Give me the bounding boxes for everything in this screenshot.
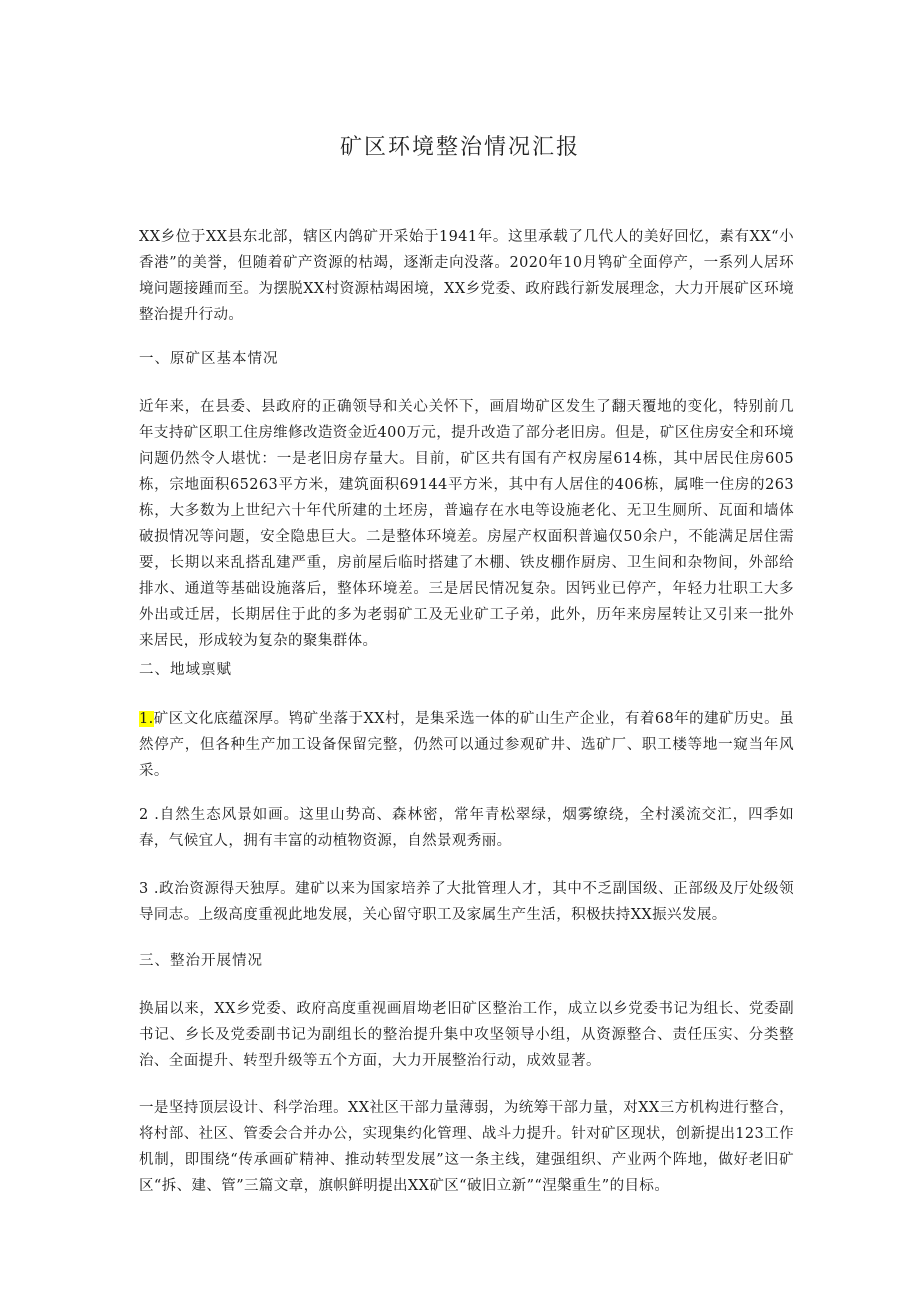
rectification-paragraph-2: 一是坚持顶层设计、科学治理。XX社区干部力量薄弱，为统筹干部力量，对XX三方机构进行整合，将村部、社区、管委会合并办公，实现集约化管理、战斗力提升。针对矿区现状，创新提出123工作机制，即围绕“传承画矿精神、推动转型发展”这一条主线，建强组织、产业两个阵地，做好老旧矿区“拆、建、管”三篇文章，旗帜鲜明提出XX矿区“破旧立新”“涅槃重生”的目标。 [139,1100,794,1194]
endowment-item-1-text: 矿区文化底蕴深厚。鸨矿坐落于XX村，是集采选一体的矿山生产企业，有着68年的建矿历史。虽然停产，但各种生产加工设备保留完整，仍然可以通过参观矿井、选矿厂、职工楼等地一窥当年风采。 [139,711,794,779]
endowment-item-3: 3 .政治资源得天独厚。建矿以来为国家培养了大批管理人才，其中不乏副国级、正部级及厅处级领导同志。上级高度重视此地发展，关心留守职工及家属生产生活，积极扶持XX振兴发展。 [139,881,794,923]
document-title: 矿区环境整治情况汇报 [339,135,580,160]
section-heading-regional-endowment: 二、地域禀赋 [139,662,232,678]
section-heading-basic-situation: 一、原矿区基本情况 [139,351,279,367]
highlighted-list-marker: 1. [139,711,154,727]
rectification-paragraph-1: 换届以来，XX乡党委、政府高度重视画眉坳老旧矿区整治工作，成立以乡党委书记为组长、党委副书记、乡长及党委副书记为副组长的整治提升集中攻坚领导小组，从资源整合、责任压实、分类整治、全面提升、转型升级等五个方面，大力开展整治行动，成效显著。 [139,1001,794,1069]
section-heading-rectification-progress: 三、整治开展情况 [139,953,263,969]
intro-paragraph: XX乡位于XX县东北部，辖区内鸽矿开采始于1941年。这里承载了几代人的美好回忆，素有XX“小香港”的美誉，但随着矿产资源的枯竭，逐渐走向没落。2020年10月鸨矿全面停产，一系列人居环境问题接踵而至。为摆脱XX村资源枯竭困境，XX乡党委、政府践行新发展理念，大力开展矿区环境整治提升行动。 [139,229,794,323]
endowment-item-1 [139,706,794,784]
basic-situation-paragraph: 近年来，在县委、县政府的正确领导和关心关怀下，画眉坳矿区发生了翻天覆地的变化，特别前几年支持矿区职工住房维修改造资金近400万元，提升改造了部分老旧房。但是，矿区住房安全和环境问题仍然令人堪忧：一是老旧房存量大。目前，矿区共有国有产权房屋614栋，其中居民住房605栋，宗地面积65263平方米，建筑面积69144平方米，其中有人居住的406栋，属唯一住房的263栋，大多数为上世纪六十年代所建的土坯房，普遍存在水电等设施老化、无卫生厕所、瓦面和墙体破损情况等问题，安全隐患巨大。二是整体环境差。房屋产权面积普遍仅50余户，不能满足居住需要，长期以来乱搭乱建严重，房前屋后临时搭建了木棚、铁皮棚作厨房、卫生间和杂物间，外部给排水、通道等基础设施落后，整体环境差。三是居民情况复杂。因钙业已停产，年轻力壮职工大多外出或迁居，长期居住于此的多为老弱矿工及无业矿工子弟，此外，历年来房屋转让又引来一批外来居民，形成较为复杂的聚集群体。 [139,399,794,649]
endowment-item-2: 2 .自然生态风景如画。这里山势高、森林密，常年青松翠绿，烟雾缭绕，全村溪流交汇，四季如春，气候宜人，拥有丰富的动植物资源，自然景观秀丽。 [139,807,794,849]
